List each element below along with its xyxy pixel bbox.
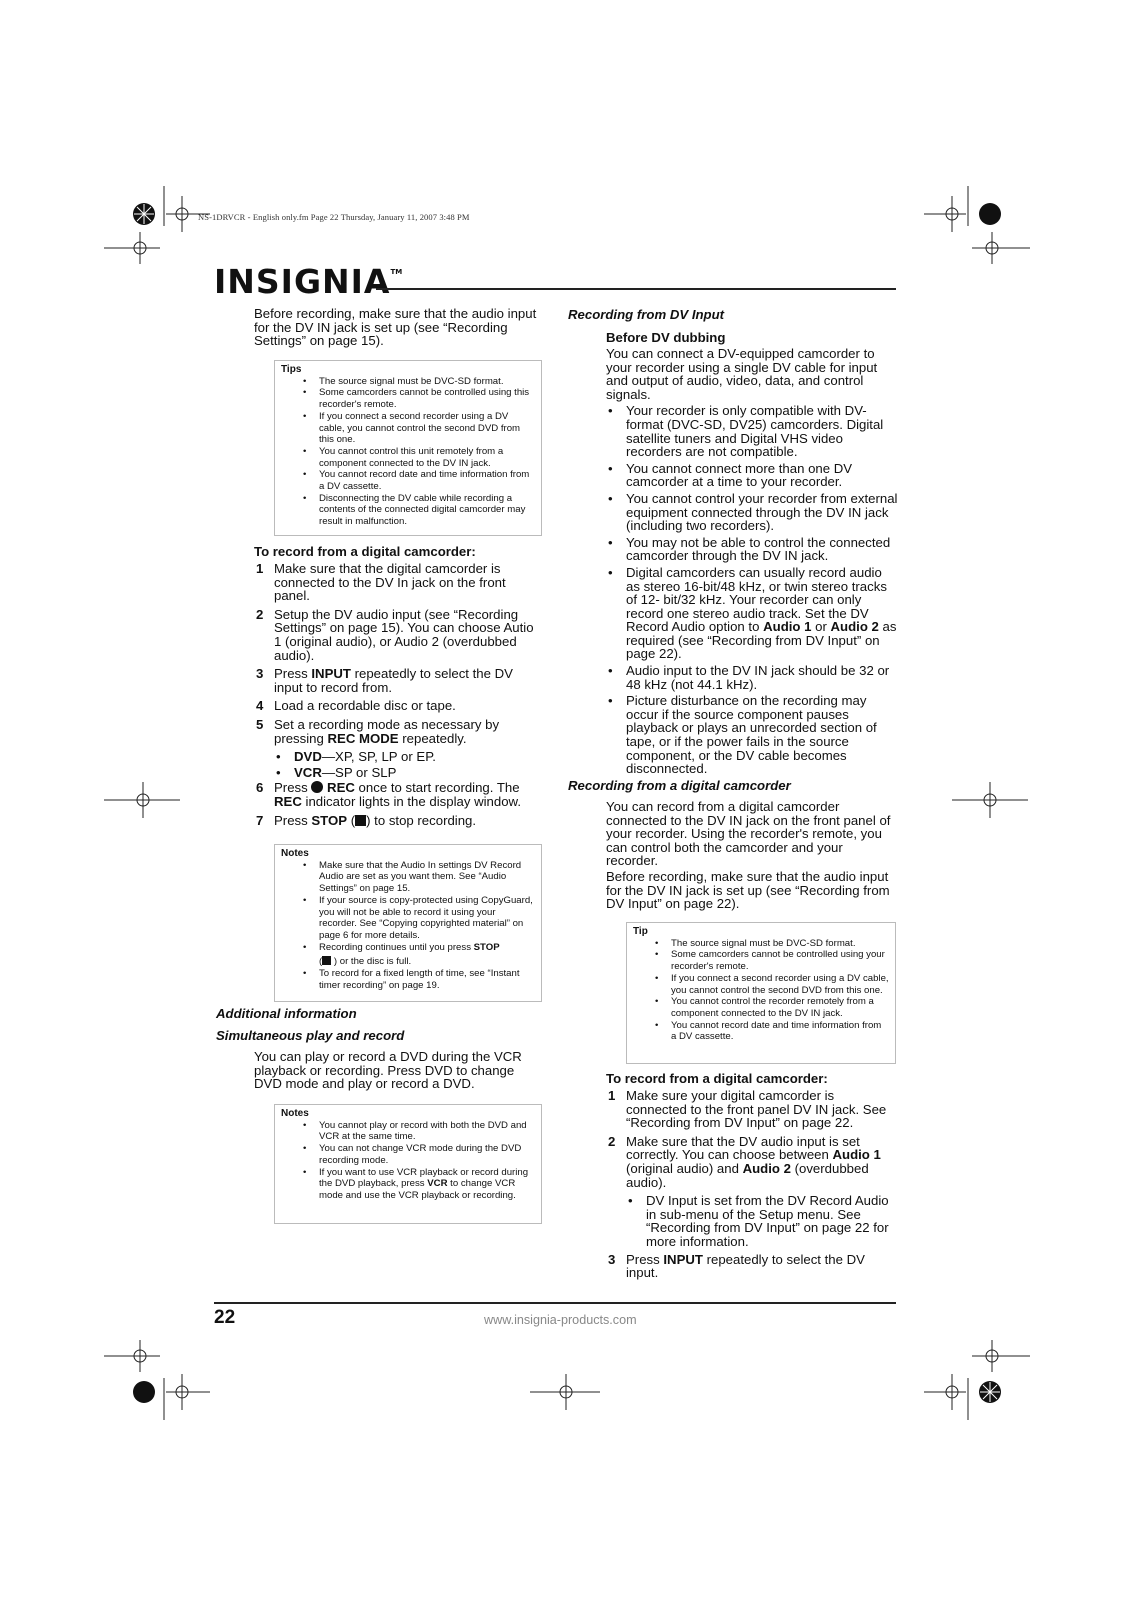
- step-item: 1 Make sure that the digital camcorder is connected to the DV In jack on the front panel.: [256, 561, 506, 604]
- notes-title: Notes: [281, 1108, 309, 1119]
- before-text: You can connect a DV-equipped camcorder to your recorder using a single DV cable for input and output of audio, video, data, and control signals.: [606, 346, 878, 402]
- brand-name: INSIGNIA: [214, 262, 391, 301]
- left-steps: [256, 561, 544, 828]
- tip-item: • Disconnecting the DV cable while recording a contents of the connected digital camcorder may result in malfunction.: [319, 493, 535, 528]
- footer-url[interactable]: www.insignia-products.com: [484, 1313, 637, 1327]
- note-item: • Make sure that the Audio In settings DV Record Audio are set as you want them. See “Audio Settings” on page 15.: [319, 860, 535, 895]
- right-steps: [608, 1088, 898, 1281]
- tips-title: Tips: [281, 364, 302, 375]
- notes-title: Notes: [281, 848, 309, 859]
- tip-item: • You cannot control this unit remotely from a component connected to the DV IN jack.: [319, 446, 535, 469]
- insignia-logo: [214, 262, 402, 301]
- dv-bullet: • You cannot connect more than one DV camcorder at a time to your recorder.: [626, 462, 898, 489]
- dv-bullet: • Your recorder is only compatible with DV-format (DVC-SD, DV25) camcorders. Digital satellite tuners and Digital VHS video recorders are not compatible.: [626, 404, 898, 458]
- intro-text: Before recording, make sure that the audio input for the DV IN jack is set up (see “Recording Settings” on page 15).: [254, 306, 537, 349]
- tip-item: • If you connect a second recorder using a DV cable, you cannot control the second DVD from this one.: [319, 411, 535, 446]
- file-slug: NS-1DRVCR - English only.fm Page 22 Thursday, January 11, 2007 3:48 PM: [198, 212, 470, 222]
- trademark-mark: TM: [390, 268, 403, 276]
- tip-item: • You cannot record date and time information from a DV cassette.: [671, 1020, 889, 1043]
- step-item: 3 Press INPUT repeatedly to select the DV input to record from.: [256, 666, 513, 695]
- note-item: • If your source is copy-protected using CopyGuard, you will not be able to record it using your recorder. See “Copying copyrighted material” on page 6 for more details.: [319, 895, 535, 942]
- dv-input-heading: Recording from DV Input: [568, 307, 725, 322]
- before-dubbing-heading: Before DV dubbing: [606, 330, 726, 345]
- note-item: • Recording continues until you press STOP ( ) or the disc is full.: [319, 942, 535, 968]
- note-item: • You cannot play or record with both the DVD and VCR at the same time.: [319, 1120, 535, 1143]
- step-item: 2 Setup the DV audio input (see “Recording Settings” on page 15). You can choose Autio 1 (original audio), or Audio 2 (overdubbed audio).: [256, 606, 534, 663]
- step-item: 3 Press INPUT repeatedly to select the DV input.: [608, 1251, 865, 1281]
- record-dot-icon: [311, 781, 323, 793]
- sub-bullet: • DV Input is set from the DV Record Audio in sub-menu of the Setup menu. See “Recording from DV Input” on page 22 for more information.: [646, 1194, 898, 1248]
- note-item: • You can not change VCR mode during the DVD recording mode.: [319, 1143, 535, 1166]
- simultaneous-heading: Simultaneous play and record: [216, 1028, 405, 1043]
- left-intro: [254, 307, 546, 348]
- tip-item: • The source signal must be DVC-SD format.: [671, 938, 889, 950]
- footer-rule: [214, 1302, 896, 1304]
- stop-square-icon: [355, 815, 366, 826]
- header-rule: [376, 288, 896, 290]
- tip-item: • Some camcorders cannot be controlled using this recorder's remote.: [319, 387, 535, 410]
- simultaneous-text: You can play or record a DVD during the VCR playback or recording. Press DVD to change DVD mode and play or record a DVD.: [254, 1049, 522, 1092]
- dv-bullet: • Digital camcorders can usually record audio as stereo 16-bit/48 kHz, or twin stereo tracks of 12- bit/32 kHz. Your recorder can only record one stereo audio track. Set the DV Record Audio option to Audio 1 or Audio 2 as required (see “Recording from DV Input” on page 22).: [626, 566, 898, 661]
- mode-item: • VCR—SP or SLP: [294, 766, 544, 780]
- tip-item: • If you connect a second recorder using a DV cable, you cannot control the second DVD from this one.: [671, 973, 889, 996]
- dv-bullet: • You cannot control your recorder from external equipment connected through the DV IN jack (including two recorders).: [626, 492, 898, 533]
- step-item: 2 Make sure that the DV audio input is set correctly. You can choose between Audio 1 (original audio) and Audio 2 (overdubbed audio).: [608, 1133, 881, 1190]
- notes-box-1: [274, 844, 542, 1002]
- notes-box-2: [274, 1104, 542, 1224]
- dv-bullet: • You may not be able to control the connected camcorder through the DV IN jack.: [626, 536, 898, 563]
- step-item: 5 Set a recording mode as necessary by pressing REC MODE repeatedly.: [256, 716, 500, 746]
- note-item: • If you want to use VCR playback or record during the DVD playback, press VCR to change VCR mode and use the VCR playback or recording.: [319, 1167, 535, 1202]
- record-heading-left: To record from a digital camcorder:: [254, 544, 476, 559]
- step-item: 7 Press STOP ( ) to stop recording.: [256, 812, 477, 828]
- tips-list: [319, 376, 535, 528]
- tips-box: [274, 360, 542, 536]
- stop-square-icon: [322, 956, 331, 965]
- note-item: • To record for a fixed length of time, see “Instant timer recording” on page 19.: [319, 968, 535, 991]
- dv-bullet: • Audio input to the DV IN jack should be 32 or 48 kHz (not 44.1 kHz).: [626, 664, 898, 691]
- tip-box: [626, 922, 896, 1064]
- camcorder-text: You can record from a digital camcorder connected to the DV IN jack on the front panel of your recorder. Using the recorder's remote, you can control both the camcorder and your recorder. Before recording, make sure that the audio input for the DV IN jack is set up (see “Recording from DV Input” on page 22).: [606, 799, 891, 912]
- tip-item: • You cannot control the recorder remotely from a component connected to the DV IN jack.: [671, 996, 889, 1019]
- tip-item: • Some camcorders cannot be controlled using your recorder's remote.: [671, 949, 889, 972]
- camcorder-heading: Recording from a digital camcorder: [568, 778, 791, 793]
- tip-title: Tip: [633, 926, 648, 937]
- additional-heading: Additional information: [216, 1006, 357, 1021]
- mode-item: • DVD—XP, SP, LP or EP.: [294, 750, 544, 764]
- step-item: 6 Press REC once to start recording. The REC indicator lights in the display window.: [256, 780, 522, 809]
- dv-bullet: • Picture disturbance on the recording may occur if the source component pauses playback or plays an unrecorded section of tape, or if the power fails in the source component, or the DV cable becomes disconnected.: [626, 694, 898, 776]
- step-item: 4 Load a recordable disc or tape.: [256, 698, 456, 714]
- page-number: 22: [214, 1307, 236, 1328]
- tip-item: • The source signal must be DVC-SD format.: [319, 376, 535, 388]
- right-before-section: [606, 347, 898, 776]
- step-item: 1 Make sure your digital camcorder is connected to the front panel DV IN jack. See “Recording from DV Input” on page 22.: [608, 1088, 887, 1131]
- record-heading-right: To record from a digital camcorder:: [606, 1071, 828, 1086]
- tip-item: • You cannot record date and time information from a DV cassette.: [319, 469, 535, 492]
